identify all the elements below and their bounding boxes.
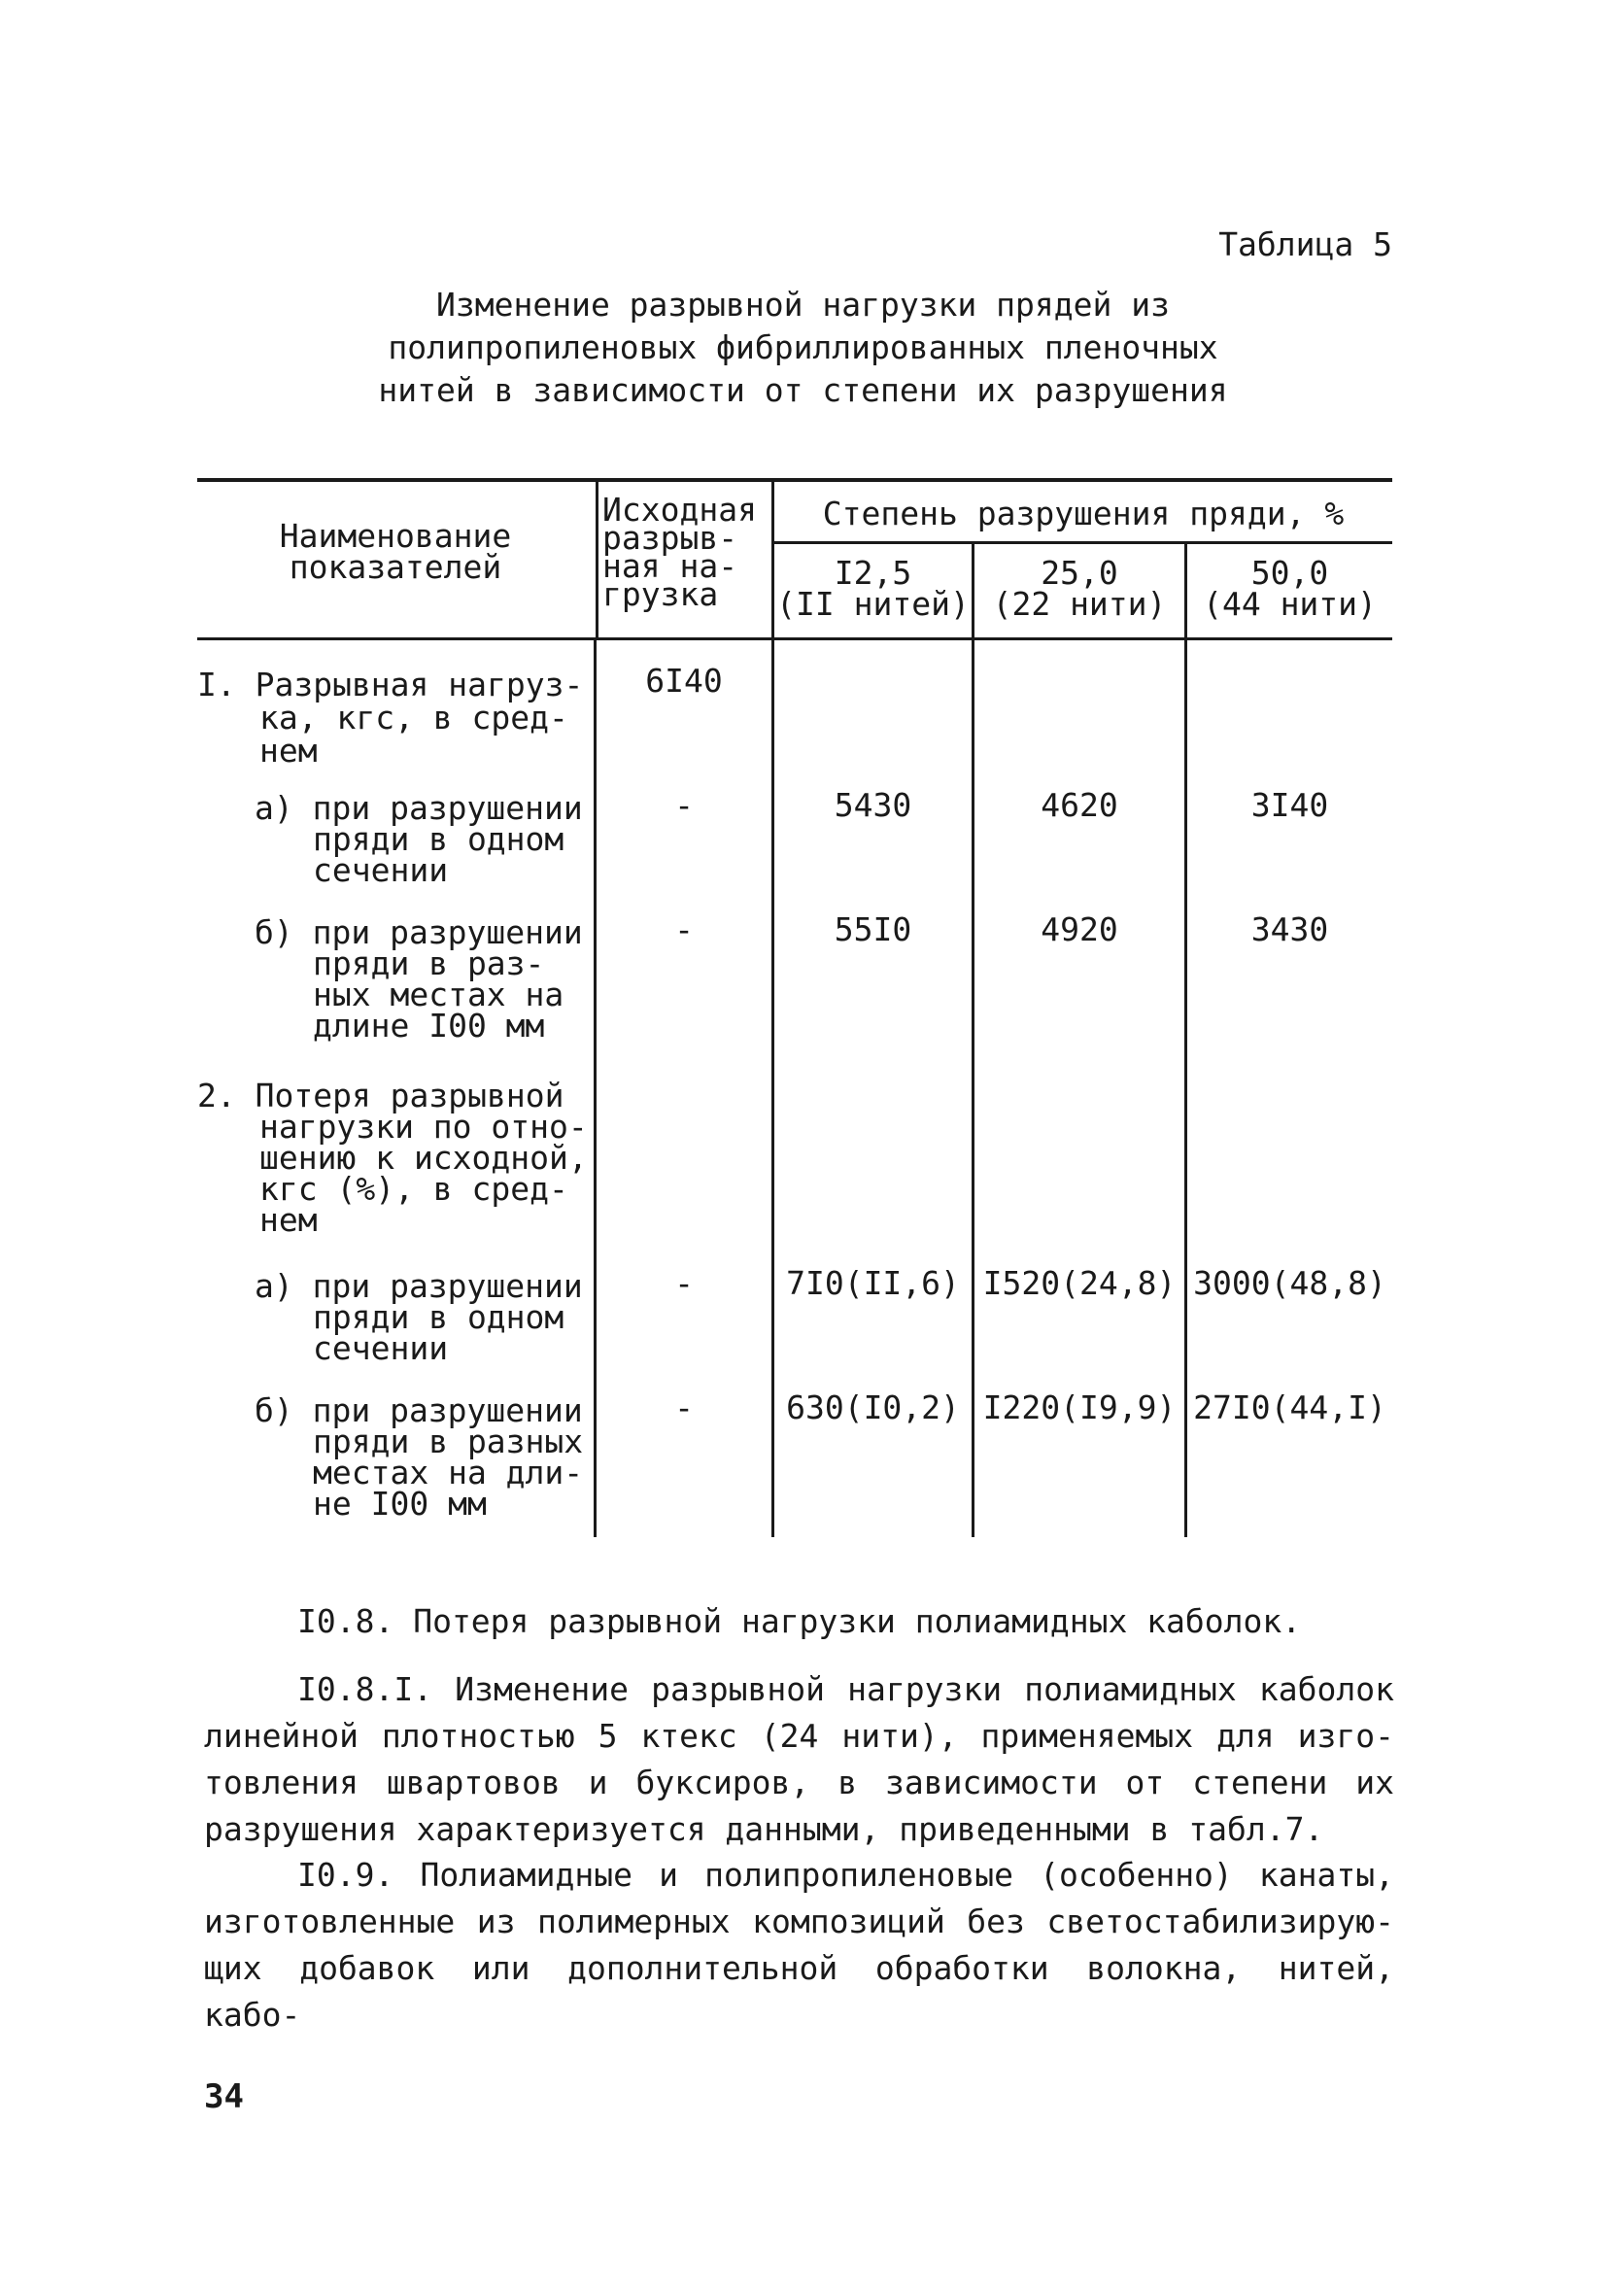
row-label [197, 668, 586, 768]
header-text: 25,0 [1041, 554, 1118, 592]
header-initial-column [602, 491, 772, 613]
header-text: грузка [602, 575, 719, 613]
initial-value: 6I40 [645, 662, 723, 700]
row-label [197, 1077, 591, 1239]
row-label-line: пряди в раз- [313, 944, 545, 982]
page-number: 34 [204, 2077, 244, 2116]
header-degree-col-2 [974, 554, 1184, 623]
value-cell: 55I0 [834, 910, 912, 948]
header-text: 50,0 [1250, 554, 1329, 592]
header-degree-col-3 [1187, 554, 1392, 623]
row-label-line: пряди в одном [313, 1298, 564, 1336]
header-text: ная на- [602, 547, 738, 585]
value-cell: 7I0(II,6) [786, 1264, 960, 1302]
header-text: разрыв- [602, 519, 738, 557]
row-label-line: нагрузки по отно- [259, 1108, 588, 1146]
initial-value: - [674, 1388, 694, 1426]
caption-line: Изменение разрывной нагрузки прядей из [436, 286, 1170, 324]
header-text: (44 нити) [1203, 585, 1377, 623]
col-divider-3 [972, 541, 974, 1537]
initial-value: - [674, 1264, 694, 1302]
table-caption [0, 284, 1606, 412]
row-label [255, 1267, 595, 1367]
value-cell: 4620 [1041, 786, 1118, 824]
header-degree-title: Степень разрушения пряди, % [822, 495, 1345, 532]
col-divider-4 [1184, 541, 1187, 1537]
row-label-line: б) при разрушении [255, 913, 583, 951]
row-label-line: кгс (%), в сред- [259, 1170, 568, 1208]
value-cell: 630(I0,2) [786, 1388, 960, 1426]
paragraph-10-8-1: I0.8.I. Изменение разрывной нагрузки полиамидных каболок линейной плотностью 5 ктекс (24 нити), применяемых для изго-товления швартовов и буксиров, в зависимости от степени их разрушения характеризуется данными, приведенными в табл.7. [204, 1670, 1394, 1848]
value-cell: 3000(48,8) [1193, 1264, 1386, 1302]
value-cell: 5430 [834, 786, 912, 824]
row-label [255, 913, 595, 1045]
row-label-line: пряди в разных [313, 1422, 584, 1460]
row-label [255, 789, 595, 889]
row-label-line: I. Разрывная нагруз- [197, 666, 584, 703]
row-label-line: местах на дли- [313, 1454, 584, 1491]
row-label-line: сечении [313, 851, 449, 889]
data-table [197, 478, 1392, 1537]
table-label: Таблица 5 [1218, 225, 1392, 263]
value-cell: 27I0(44,I) [1193, 1388, 1386, 1426]
caption-line: нитей в зависимости от степени их разрушения [378, 371, 1228, 409]
col-divider-2 [771, 478, 774, 1537]
value-cell: 3430 [1250, 910, 1329, 948]
row-label-line: пряди в одном [313, 820, 564, 858]
row-label-line: сечении [313, 1329, 449, 1367]
row-label-line: длине I00 мм [313, 1007, 545, 1045]
row-label-line: нем [259, 1201, 318, 1239]
header-text: I2,5 [834, 554, 912, 592]
row-label-line: а) при разрушении [255, 1267, 583, 1305]
header-degree-col-1 [774, 554, 972, 623]
row-label-line: ных местах на [313, 976, 564, 1013]
header-text: показателей [289, 548, 502, 586]
header-text: Исходная [602, 491, 757, 529]
initial-value: - [674, 786, 694, 824]
row-label [255, 1391, 595, 1523]
degree-header-rule [772, 541, 1392, 544]
paragraph-10-8: I0.8. Потеря разрывной нагрузки полиамидных каболок. [297, 1602, 1302, 1640]
header-name-column [197, 517, 594, 586]
row-label-line: нем [259, 732, 318, 770]
header-text: (22 нити) [992, 585, 1167, 623]
value-cell: I520(24,8) [982, 1264, 1177, 1302]
paragraph-10-9: I0.9. Полиамидные и полипропиленовые (особенно) канаты, изготовленные из полимерных композиций без светостабилизирую-щих добавок или дополнительной обработки волокна, нитей, кабо- [204, 1856, 1394, 2034]
row-label-line: а) при разрушении [255, 789, 583, 827]
header-text: Наименование [279, 517, 512, 555]
header-text: (II нитей) [776, 585, 970, 623]
value-cell: 3I40 [1250, 786, 1329, 824]
row-label-line: ка, кгс, в сред- [259, 699, 568, 737]
row-label-line: шению к исходной, [259, 1139, 588, 1177]
value-cell: I220(I9,9) [982, 1388, 1177, 1426]
value-cell: 4920 [1041, 910, 1118, 948]
row-label-line: б) при разрушении [255, 1391, 583, 1429]
col-divider-1 [596, 478, 598, 637]
row-label-line: не I00 мм [313, 1485, 487, 1523]
initial-value: - [674, 910, 694, 948]
caption-line: полипропиленовых фибриллированных пленочных [388, 328, 1218, 366]
header-bottom-rule [197, 637, 1392, 640]
row-label-line: 2. Потеря разрывной [197, 1077, 564, 1114]
table-top-rule [197, 478, 1392, 482]
